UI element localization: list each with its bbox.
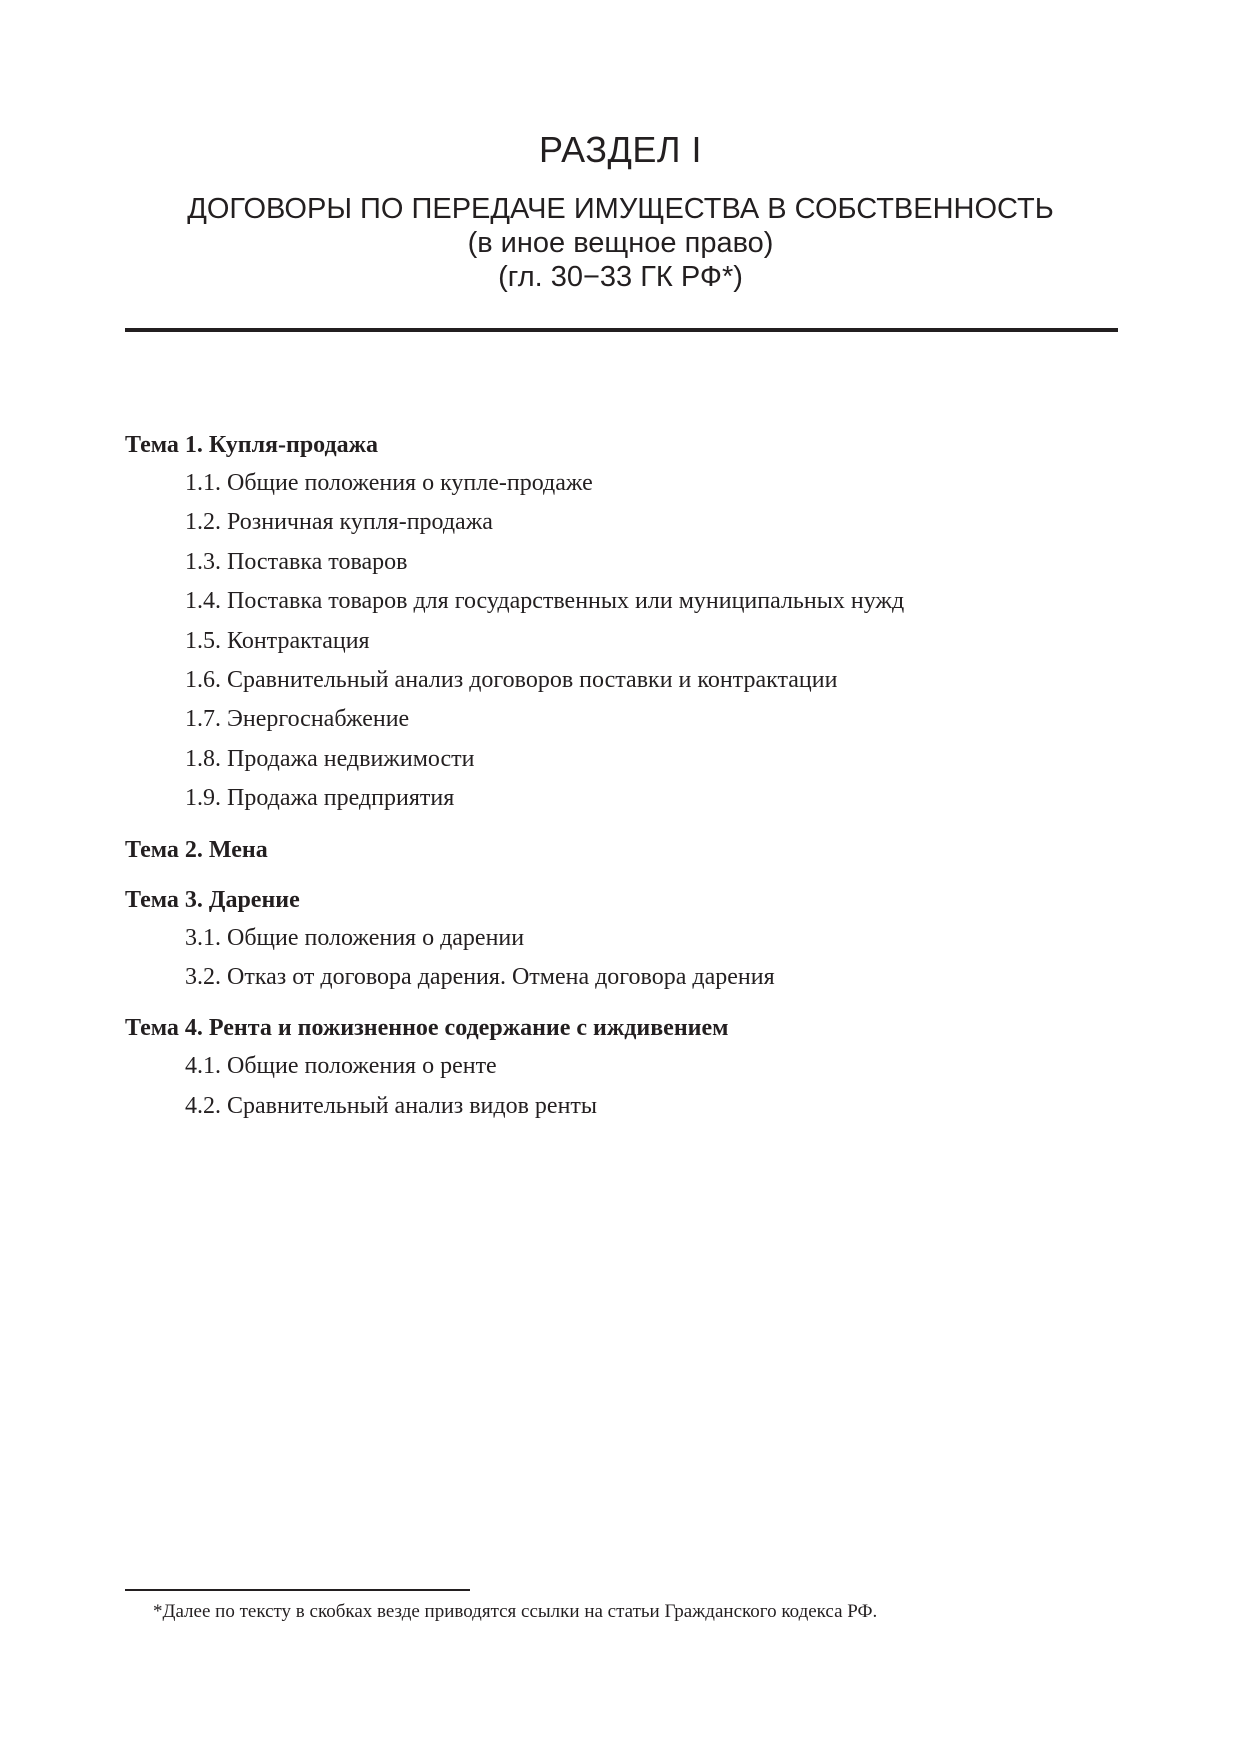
topic-title: Тема 1. Купля-продажа: [125, 432, 379, 458]
footnote: *Далее по тексту в скобках везде приводятся ссылки на статьи Гражданского кодекса РФ.: [153, 1601, 878, 1622]
topic-1: [125, 426, 1125, 819]
topic-2: [125, 831, 1125, 869]
topic-title: Тема 3. Дарение: [125, 886, 300, 913]
toc-item: 1.8. Продажа недвижимости: [185, 745, 475, 772]
topic-4: [125, 1009, 1125, 1126]
toc-item: 1.3. Поставка товаров: [185, 548, 408, 575]
toc-item: 1.2. Розничная купля-продажа: [185, 509, 493, 536]
section-label: РАЗДЕЛ I: [539, 129, 702, 170]
topic-1-subitems: [125, 464, 1125, 819]
topic-3-subitems: [125, 919, 1125, 998]
topic-4-subitems: [125, 1047, 1125, 1126]
table-of-contents: [125, 426, 1125, 1138]
toc-item: 3.2. Отказ от договора дарения. Отмена договора дарения: [185, 964, 775, 991]
toc-item: 3.1. Общие положения о дарении: [185, 924, 525, 951]
topic-3: [125, 881, 1125, 998]
toc-item: 1.6. Сравнительный анализ договоров поставки и контрактации: [185, 667, 838, 694]
topic-title: Тема 2. Мена: [125, 836, 268, 863]
toc-item: 1.1. Общие положения о купле-продаже: [185, 470, 593, 496]
toc-item: 4.2. Сравнительный анализ видов ренты: [185, 1092, 598, 1119]
toc-item: 1.5. Контрактация: [185, 627, 370, 654]
section-subtitle: (в иное вещное право): [467, 227, 774, 259]
toc-item: 1.9. Продажа предприятия: [185, 785, 455, 812]
toc-item: 4.1. Общие положения о ренте: [185, 1053, 497, 1080]
footnote-divider: [125, 1589, 470, 1591]
toc-item: 1.4. Поставка товаров для государственных или муниципальных нужд: [185, 588, 905, 615]
topic-title: Тема 4. Рента и пожизненное содержание с иждивением: [125, 1015, 729, 1042]
section-reference: (гл. 30−33 ГК РФ*): [498, 261, 743, 293]
section-header: [0, 128, 1241, 294]
section-title: ДОГОВОРЫ ПО ПЕРЕДАЧЕ ИМУЩЕСТВА В СОБСТВЕННОСТЬ: [187, 193, 1054, 225]
header-divider: [125, 328, 1118, 332]
toc-item: 1.7. Энергоснабжение: [185, 706, 410, 733]
